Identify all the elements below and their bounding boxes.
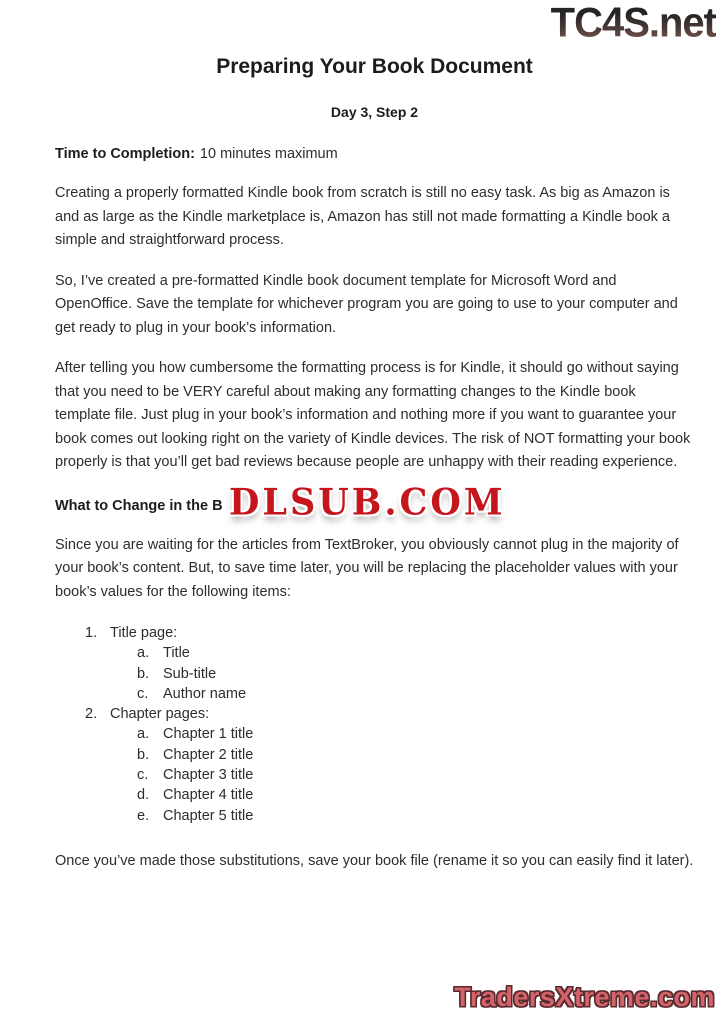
paragraph-2: So, I’ve created a pre-formatted Kindle book document template for Microsoft Word and OpenOffice. Save the template for whichever program you are going to use to your computer and get ready to plug in your book’s information. [55,272,678,336]
list-item [55,704,694,724]
list-text: Title [163,645,190,662]
list-text: Sub-title [163,665,217,682]
list-text: Author name [163,685,247,702]
list-text: Chapter 3 title [163,767,254,784]
list-item [55,806,694,826]
list-marker: a. [137,645,150,662]
list-item [55,724,694,744]
paragraph-1: Creating a properly formatted Kindle book from scratch is still no easy task. As big as Amazon is and as large as the Kindle marketplace is, Amazon has still not made formatting a Kindle book a simple and straightforward process. [55,185,670,248]
list-marker: b. [137,746,150,763]
time-to-completion-label: Time to Completion: [55,146,195,162]
list-marker: c. [137,767,149,784]
time-to-completion-line [55,143,694,165]
tc4s-header-logo: TC4S.net [550,0,716,46]
list-item [55,664,694,684]
time-to-completion-value: 10 minutes maximum [199,146,338,162]
page-title: Preparing Your Book Document [216,55,533,78]
list-item [55,785,694,805]
list-item [55,765,694,785]
list-marker: 2. [85,706,98,723]
closing-paragraph: Once you’ve made those substitutions, save your book file (rename it so you can easily find it later). [55,852,694,869]
list-text: Chapter 1 title [163,726,254,743]
tradersxtreme-footer-logo: TradersXtreme.com [454,982,715,1012]
list-marker: a. [137,726,150,743]
list-item [55,684,694,704]
list-text: Chapter 5 title [163,807,254,824]
list-text: Chapter pages: [110,706,210,723]
list-item [55,623,694,643]
list-text: Title page: [110,625,178,641]
list-text: Chapter 4 title [163,787,254,804]
list-marker: e. [137,807,150,824]
paragraph-3: After telling you how cumbersome the formatting process is for Kindle, it should go without saying that you need to be VERY careful about making any formatting changes to the Kindle book template file. Just plug in your book’s information and nothing more if you want to guarantee your book comes out looking right on the variety of Kindle devices. The risk of NOT formatting your book properly is that you’ll get bad reviews because people are unhappy with their reading experience. [55,360,691,470]
page-subtitle: Day 3, Step 2 [330,104,419,120]
list-marker: c. [137,685,149,702]
paragraph-4: Since you are waiting for the articles from TextBroker, you obviously cannot plug in the majority of your book’s content. But, to save time later, you will be replacing the placeholder values with your book’s values for the following items: [55,536,679,600]
list-text: Chapter 2 title [163,746,254,763]
list-item [55,643,694,663]
replacement-items-list [55,623,694,826]
list-marker: b. [137,665,150,682]
dlsub-watermark: DLSUB.COM [229,480,506,525]
list-marker: d. [137,787,150,804]
section-heading: What to Change in the B [55,497,223,514]
list-item [55,745,694,765]
list-marker: 1. [85,625,98,641]
